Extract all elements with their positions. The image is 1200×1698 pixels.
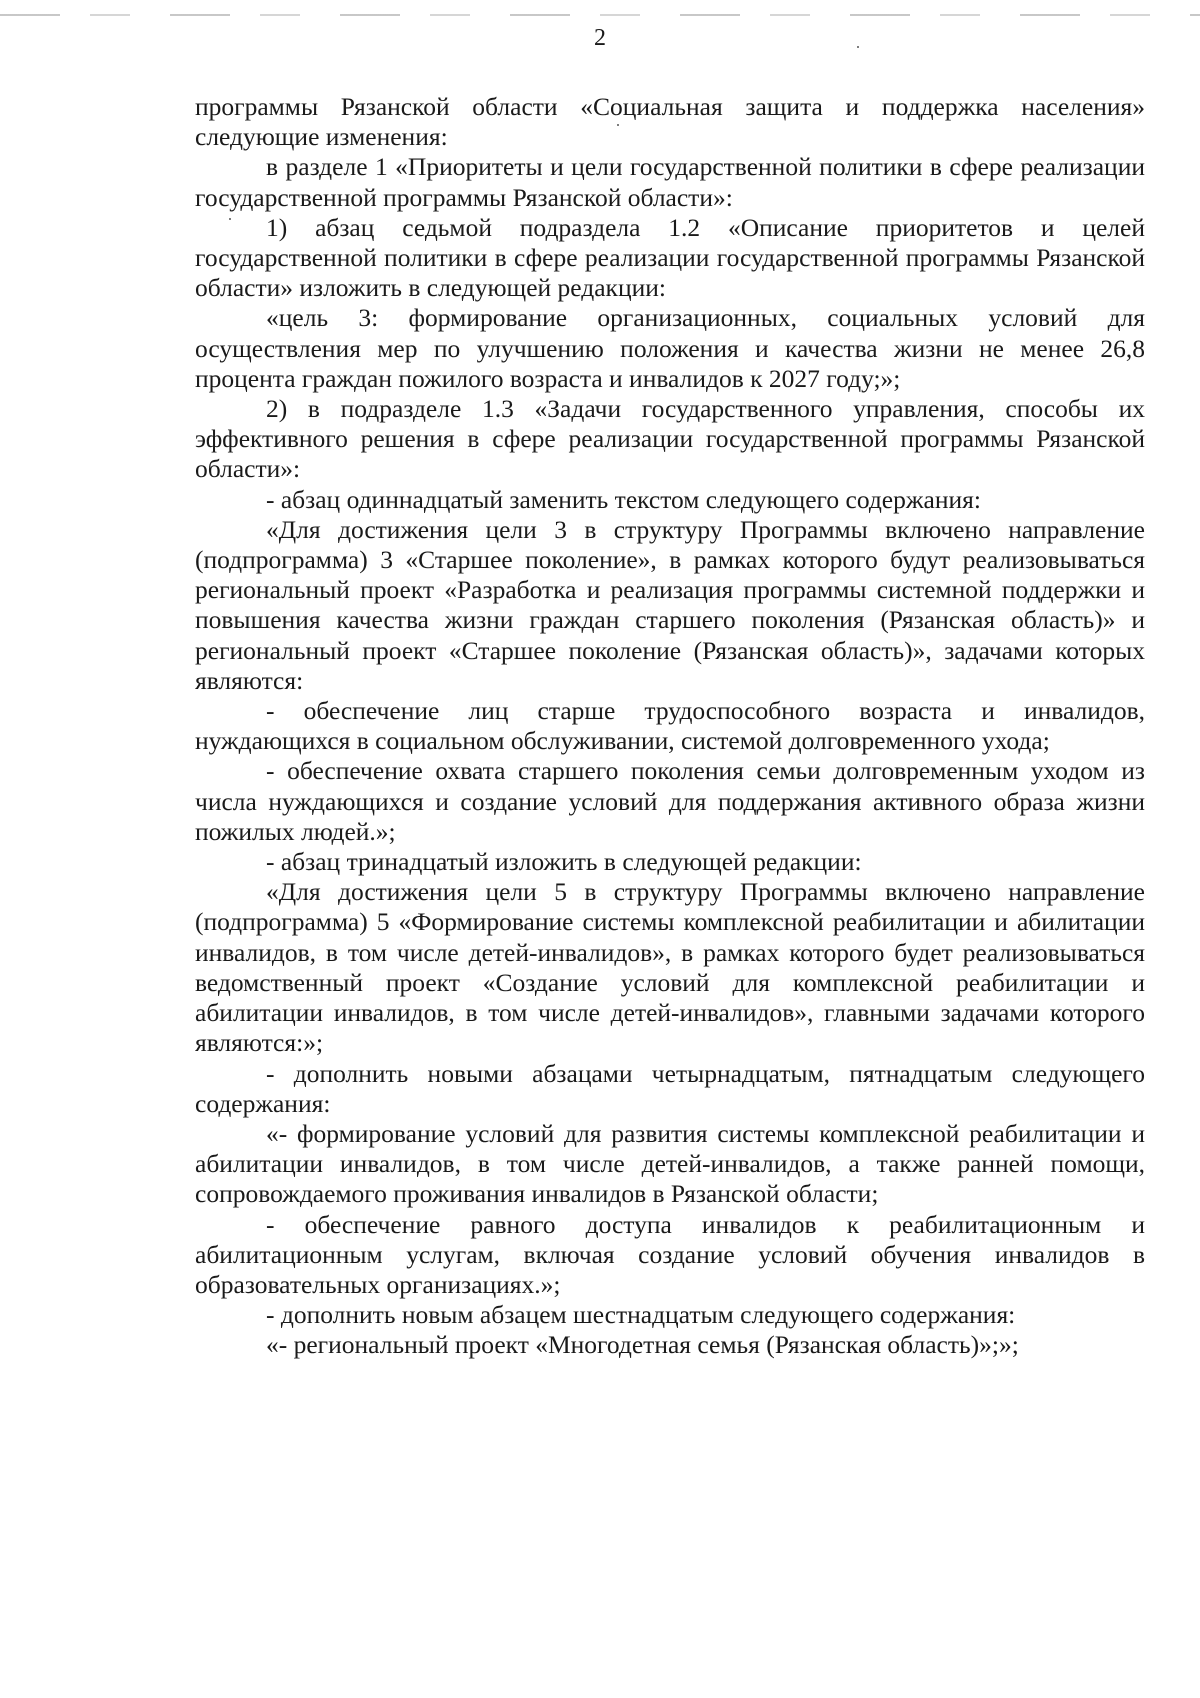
paragraph: «цель 3: формирование организационных, социальных условий для осуществления мер по улучшению положения и качества жизни не менее 26,8 процента граждан пожилого возраста и инвалидов к 2027 году;»; — [195, 303, 1145, 393]
scan-speck — [857, 46, 859, 48]
paragraph: «Для достижения цели 5 в структуру Программы включено направление (подпрограмма) 5 «Формирование системы комплексной реабилитации и абилитации инвалидов, в том числе детей-инвалидов», в рамках которого будет реализовываться ведомственный проект «Создание условий для комплексной реабилитации и абилитации инвалидов, в том числе детей-инвалидов», главными задачами которого являются:»; — [195, 877, 1145, 1058]
paragraph: 2) в подразделе 1.3 «Задачи государственного управления, способы их эффективного решения в сфере реализации государственной программы Рязанской области»: — [195, 394, 1145, 484]
paragraph: в разделе 1 «Приоритеты и цели государственной политики в сфере реализации государственной программы Рязанской области»: — [195, 152, 1145, 212]
paragraph: - обеспечение равного доступа инвалидов к реабилитационным и абилитационным услугам, включая создание условий обучения инвалидов в образовательных организациях.»; — [195, 1209, 1145, 1299]
paragraph: - дополнить новыми абзацами четырнадцатым, пятнадцатым следующего содержания: — [195, 1058, 1145, 1118]
paragraph: - дополнить новым абзацем шестнадцатым следующего содержания: — [266, 1300, 1016, 1330]
paragraph: 1) абзац седьмой подраздела 1.2 «Описание приоритетов и целей государственной политики в сфере реализации государственной программы Рязанской области» изложить в следующей редакции: — [195, 212, 1145, 303]
paragraph: «Для достижения цели 3 в структуру Программы включено направление (подпрограмма) 3 «Старшее поколение», в рамках которого будут реализовываться региональный проект «Разработка и реализация программы системной поддержки и повышения качества жизни граждан старшего поколения (Рязанская область)» и региональный проект «Старшее поколение (Рязанская область)», задачами которых являются: — [195, 514, 1145, 695]
document-body — [195, 92, 1145, 1361]
paragraph: - абзац тринадцатый изложить в следующей редакции: — [266, 847, 862, 877]
paragraph: - абзац одиннадцатый заменить текстом следующего содержания: — [266, 484, 981, 514]
paragraph: - обеспечение лиц старше трудоспособного возраста и инвалидов, нуждающихся в социальном обслуживании, системой долговременного ухода; — [195, 696, 1145, 756]
paragraph: - обеспечение охвата старшего поколения семьи долговременным уходом из числа нуждающихся и создание условий для поддержания активного образа жизни пожилых людей.»; — [195, 756, 1145, 846]
scan-edge-artifact — [0, 14, 1200, 16]
paragraph: программы Рязанской области «Социальная защита и поддержка населения» следующие изменения: — [195, 92, 1145, 152]
paragraph: «- региональный проект «Многодетная семья (Рязанская область)»;»; — [266, 1330, 1019, 1360]
page-number: 2 — [594, 25, 606, 51]
paragraph: «- формирование условий для развития системы комплексной реабилитации и абилитации инвалидов, в том числе детей-инвалидов, а также ранней помощи, сопровождаемого проживания инвалидов в Рязанской области; — [195, 1118, 1145, 1209]
